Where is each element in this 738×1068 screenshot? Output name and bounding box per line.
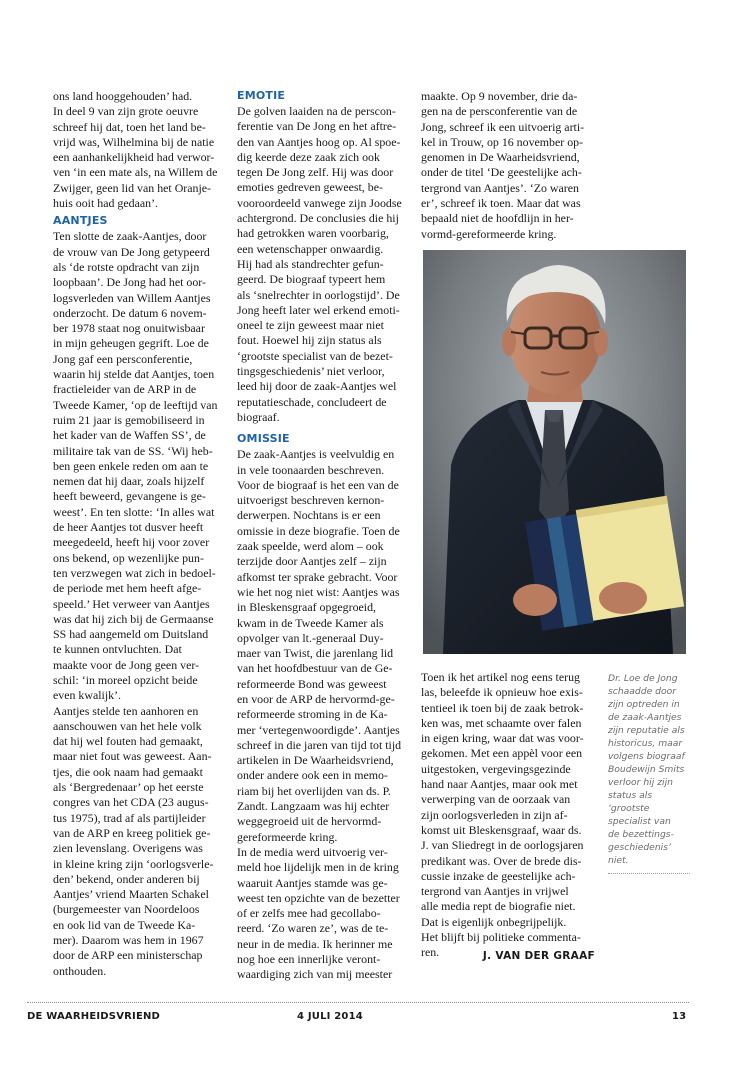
article-column-3-top (421, 89, 599, 242)
article-column-2 (237, 89, 409, 983)
paragraph: ons land hooggehouden’ had. In deel 9 van zijn grote oeuvre schreef hij dat, toen het land be- vrijd was, Wilhelmina bij de natie een aanhankelijkheid had verwor- ven ‘in een mate als, na Willem de Zwijger, geen lid van het Oranje- huis ooit had gedaan’. (53, 89, 218, 211)
article-column-1 (53, 89, 225, 979)
footer-divider (27, 1002, 689, 1003)
paragraph: Ten slotte de zaak-Aantjes, door de vrouw van De Jong getypeerd als ‘de rotste opdracht van zijn loopbaan’. De Jong had het oor- logsverleden van Willem Aantjes onderzocht. De datum 6 novem- ber 1978 staat nog onuitwisbaar in mijn geheugen gegrift. Loe de Jong gaf een persconferentie, waarin hij stelde dat Aantjes, toen fractieleider van de ARP in de Tweede Kamer, ‘op de leeftijd van ruim 21 jaar is gemobiliseerd in het kader van de Waffen SS’, de militaire tak van de SS. ‘Wij heb- ben geen enkele reden om aan te nemen dat hij daar, zoals hijzelf heeft beweerd, gevangene is ge- weest’. En ten slotte: ‘In alles wat de heer Aantjes tot dusver heeft meegedeeld, heeft hij voor zover ons bekend, op wezenlijke pun- ten verzwegen wat zich in bedoel- de periode met hem heeft afge- speeld.’ Het verweer van Aantjes was dat hij zich bij de Germaanse SS had aangemeld om Duitsland te kunnen ontvluchten. Dat maakte voor de Jong geen ver- schil: ‘in moreel opzicht beide even kwalijk’. (53, 229, 218, 703)
subheading-omissie: OMISSIE (237, 432, 290, 446)
paragraph: maakte. Op 9 november, drie da- gen na de persconferentie van de Jong, schreef ik een uitvoerig arti- kel in Trouw, op 16 november op- genomen in De Waarheidsvriend, onder de titel ‘De geestelijke ach- tergrond van Aantjes’. ‘Zo waren er’, schreef ik toen. Maar dat was bepaald niet de hoofdlijn in her- vormd-gereformeerde kring. (421, 89, 585, 241)
paragraph: Aantjes stelde ten aanhoren en aanschouwen van het hele volk dat hij wel fouten had gemaakt, maar niet fout was geweest. Aan- tjes, die ook naam had gemaakt als ‘Bergredenaar’ op het eerste congres van het CDA (23 augus- tus 1975), trad af als partijleider van de ARP en kreeg politiek ge- zien levenslang. Overigens was in kleine kring zijn ‘oorlogsverle- den’ bekend, onder anderen bij Aantjes’ vriend Maarten Schakel (burgemeester van Noordeloos en ook lid van de Tweede Ka- mer). Daarom was hem in 1967 door de ARP een ministerschap onthouden. (53, 703, 214, 978)
article-column-3-bottom (421, 670, 603, 961)
paragraph: Toen ik het artikel nog eens terug las, beleefde ik opnieuw hoe exis- tentieel ik toen bij de zaak betrok- ken was, met schaamte over falen in eigen kring, waar dat was voor- gekomen. Met een appèl voor een uitgestoken, vergevingsgezinde hand naar Aantjes, maar ook met verwerping van de oorzaak van zijn oorlogsverleden in zijn af- komst uit Bleskensgraaf, waar ds. J. van Sliedregt in de oorlogsjaren predikant was. Over de brede dis- cussie inzake de geestelijke ach- tergrond van Aantjes in vrijwel alle media rept de biografie niet. Dat is eigenlijk onbegrijpelijk. Het blijft bij politieke commenta- ren. (421, 670, 584, 960)
page-number: 13 (672, 1011, 687, 1022)
subheading-aantjes: AANTJES (53, 214, 108, 228)
author-byline: J. VAN DER GRAAF (482, 950, 595, 962)
footer-date: 4 JULI 2014 (297, 1011, 363, 1022)
paragraph: De golven laaiden na de perscon- ferentie van De Jong en het aftre- den van Aantjes hoog op. Al spoe- dig keerde deze zaak zich ook tegen De Jong zelf. Hij was door emoties gedreven geweest, be- vooroordeeld vanwege zijn Joodse achtergrond. De conclusies die hij had getrokken waren voorbarig, een wetenschapper onwaardig. Hij had als standrechter gefun- geerd. De biograaf typeert hem als ‘snelrechter in oorlogstijd’. De Jong heeft later wel erkend emoti- oneel te zijn geweest maar niet fout. Hoewel hij zijn status als ‘grootste specialist van de bezet- tingsgeschiedenis’ niet verloor, leed hij door de zaak-Aantjes wel reputatieschade, concludeert de biograaf. (237, 104, 402, 424)
portrait-photo (423, 250, 686, 654)
subheading-emotie: EMOTIE (237, 89, 286, 102)
photo-caption: Dr. Loe de Jong schaadde door zijn optreden in de zaak-Aantjes zijn reputatie als historicus, maar volgens biograaf Boudewijn Smits verloor hij zijn status als ‘grootste specialist van de bezettings- geschiedenis’ niet. (608, 672, 690, 874)
footer-publication: DE WAARHEIDSVRIEND (27, 1011, 161, 1022)
paragraph: In de media werd uitvoerig ver- meld hoe lijdelijk men in de kring waaruit Aantjes stamde was ge- weest ten opzichte van de bezetter of er zelfs mee had gecollabo- reerd. ‘Zo waren ze’, was de te- neur in de media. Ik herinner me nog hoe een innerlijke veront- waardiging zich van mij meester (237, 844, 400, 982)
paragraph: De zaak-Aantjes is veelvuldig en in vele toonaarden beschreven. Voor de biograaf is het een van de uitvoerigst beschreven kernon- derwerpen. Nochtans is er een omissie in deze biografie. Toen de zaak speelde, werd alom – ook terzijde door Aantjes zelf – zijn afkomst ter sprake gebracht. Voor wie het nog niet wist: Aantjes was in Bleskensgraaf opgegroeid, kwam in de Tweede Kamer als opvolger van lt.-generaal Duy- maer van Twist, die jarenlang lid van het hoofdbestuur van de Ge- reformeerde Bond was geweest en voor de ARP de hervormd-ge- reformeerde stroming in de Ka- mer ‘vertegenwoordigde’. Aantjes schreef in die jaren van tijd tot tijd artikelen in De Waarheidsvriend, onder andere ook een in memo- riam bij het overlijden van ds. P. Zandt. Langzaam was hij echter weggegroeid uit de hervormd- gereformeerde kring. (237, 447, 402, 844)
